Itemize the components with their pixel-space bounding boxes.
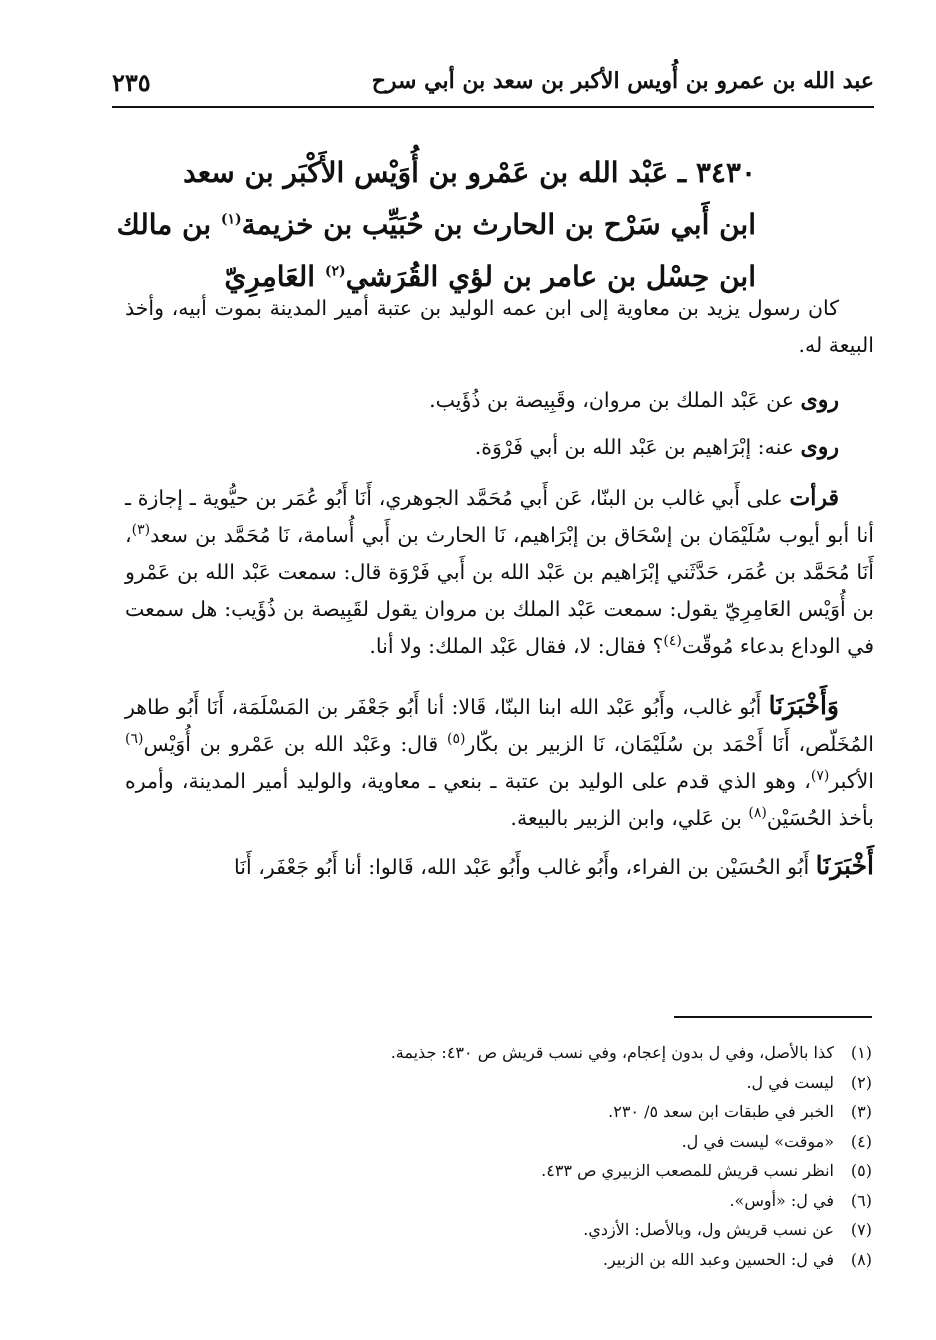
- qiraa-label: قرأت: [789, 485, 839, 511]
- footnote-text: الخبر في طبقات ابن سعد ٥/ ٢٣٠.: [608, 1102, 834, 1121]
- footnote-text: «موقت» ليست في ل.: [681, 1131, 834, 1151]
- footnotes-list: [200, 1038, 872, 1274]
- akhbarana-label-1: وَأَخْبَرَنَا: [768, 691, 839, 720]
- rawa-anhu-text: عنه: إبْرَاهيم بن عَبْد الله بن أبي فَرْوَة.: [474, 435, 801, 459]
- heading-line-2: [116, 199, 756, 251]
- entry-heading: [116, 147, 756, 303]
- heading-line-3-text: ابن حِسْل بن عامر بن لؤي القُرَشي: [345, 259, 756, 293]
- akhbarana-1-text-3: الأكبر: [829, 769, 874, 793]
- body-text: [125, 290, 874, 886]
- heading-line-3-tail: العَامِرِيّ: [224, 259, 325, 293]
- footnote-ref-5[interactable]: (٥): [446, 731, 466, 748]
- akhbarana-1-text-4: ، وهو الذي قدم على الوليد بن عتبة ـ بنعي ـ معاوية، والوليد أمير المدينة، وأمره بأخذ الحُسَيْن: [125, 769, 874, 830]
- footnote-ref-4[interactable]: (٤): [663, 633, 682, 650]
- akhbarana-paragraph-1: [125, 687, 874, 837]
- footnote-number: (٢): [850, 1072, 872, 1092]
- rawa-label: روى: [800, 387, 839, 413]
- footnote-text: انظر نسب قريش للمصعب الزبيري ص ٤٣٣.: [541, 1161, 834, 1180]
- akhbarana-paragraph-2: [125, 847, 874, 886]
- footnote-number: (٤): [850, 1131, 872, 1151]
- footnote-number: (٦): [850, 1190, 872, 1210]
- rawa-anhu-label: روى: [800, 434, 839, 460]
- qiraa-text-1: على أَبي غالب بن البنّا، عَن أَبي مُحَمَّد الجوهري، أَنَا أَبُو عُمَر بن حيُّوية ـ إجازة ـ أنا أبو أيوب سُلَيْمَان بن إسْحَاق بن إبْرَاهيم، نَا الحارث بن أَبي أُسامة، نَا مُحَمَّد بن سعد: [125, 486, 874, 547]
- akhbarana-label-2: أَخْبَرَنَا: [815, 851, 874, 880]
- footnote-text: عن نسب قريش ول، وبالأصل: الأزدي.: [583, 1220, 834, 1239]
- footnote-3: [200, 1097, 872, 1127]
- footnote-number: (٥): [850, 1161, 872, 1180]
- running-title: عبد الله بن عمرو بن أُويس الأكبر بن سعد بن أبي سرح: [371, 68, 874, 94]
- footnote-text: كذا بالأصل، وفي ل بدون إعجام، وفي نسب قريش ص ٤٣٠: جذيمة.: [390, 1043, 834, 1062]
- footnote-text: في ل: «أوس».: [729, 1190, 834, 1210]
- qiraa-text-2: ، أَنَا مُحَمَّد بن عُمَر، حَدَّثَني إبْرَاهيم بن عَبْد الله بن أَبي فَرْوَة قال: سمعت عَبْد الله بن عَمْرو بن أُوَيْس العَامِرِيّ يقول: سمعت عَبْد الملك بن مروان يقول لقَبِيصة بن ذُؤَيب: هل سمعت في الوداع بدعاء مُوقّت: [125, 523, 874, 658]
- footnote-4: [200, 1127, 872, 1157]
- akhbarana-2-text: أَبُو الحُسَيْن بن الفراء، وأَبُو غالب وأَبُو عَبْد الله، قَالوا: أنا أَبُو جَعْفَر، أَنَا: [234, 855, 816, 879]
- page-header: [112, 62, 874, 108]
- footnote-number: (١): [850, 1043, 872, 1062]
- page-number: ٢٣٥: [112, 68, 151, 97]
- footnote-divider: [674, 1016, 872, 1018]
- rawa-anhu-paragraph: [125, 429, 874, 466]
- rawa-text: عن عَبْد الملك بن مروان، وقَبِيصة بن ذُؤَيب.: [429, 388, 801, 412]
- footnote-number: (٣): [850, 1102, 872, 1121]
- intro-paragraph: كان رسول يزيد بن معاوية إلى ابن عمه الوليد بن عتبة أمير المدينة بموت أبيه، وأخذ البيعة له.: [125, 296, 874, 357]
- footnote-6: [200, 1186, 872, 1216]
- akhbarana-1-text-1: أَبُو غالب، وأَبُو عَبْد الله ابنا البنّا، قَالا: أنا أَبُو جَعْفَر بن المَسْلَمَة، أَنَا أَبُو طاهر المُخَلّص، أَنَا أَحْمَد بن سُلَيْمَان، نَا الزبير بن بكّار: [125, 695, 874, 756]
- footnote-number: (٨): [850, 1249, 872, 1269]
- footnote-ref-8[interactable]: (٨): [748, 805, 767, 822]
- footnote-number: (٧): [850, 1220, 872, 1239]
- qiraa-text-3: ؟ فقال: لا، فقال عَبْد الملك: ولا أنا.: [369, 634, 664, 658]
- footnote-ref-6[interactable]: (٦): [125, 731, 144, 748]
- footnote-ref-1[interactable]: (١): [220, 211, 242, 228]
- footnote-8: [200, 1245, 872, 1275]
- qiraa-paragraph: [125, 480, 874, 665]
- heading-line-1: ٣٤٣٠ ـ عَبْد الله بن عَمْرو بن أُوَيْس الأَكْبَر بن سعد: [183, 155, 756, 189]
- akhbarana-1-text-2: قال: وعَبْد الله بن عَمْرو بن أُوَيْس: [143, 732, 447, 756]
- footnote-text: في ل: الحسين وعبد الله بن الزبير.: [602, 1249, 834, 1269]
- footnote-5: [200, 1156, 872, 1186]
- footnote-1: [200, 1038, 872, 1068]
- footnote-ref-2[interactable]: (٢): [324, 263, 346, 280]
- heading-line-2-tail: بن مالك: [116, 207, 221, 241]
- footnote-2: [200, 1068, 872, 1098]
- footnote-7: [200, 1215, 872, 1245]
- footnote-ref-3[interactable]: (٣): [131, 522, 151, 539]
- footnote-ref-7[interactable]: (٧): [810, 768, 830, 785]
- rawa-paragraph: [125, 382, 874, 419]
- heading-line-2-text: ابن أَبي سَرْح بن الحارث بن حُبَيِّب بن خزيمة: [241, 207, 756, 241]
- footnote-text: ليست في ل.: [746, 1072, 834, 1092]
- akhbarana-1-text-5: بن عَلي، وابن الزبير بالبيعة.: [510, 806, 749, 830]
